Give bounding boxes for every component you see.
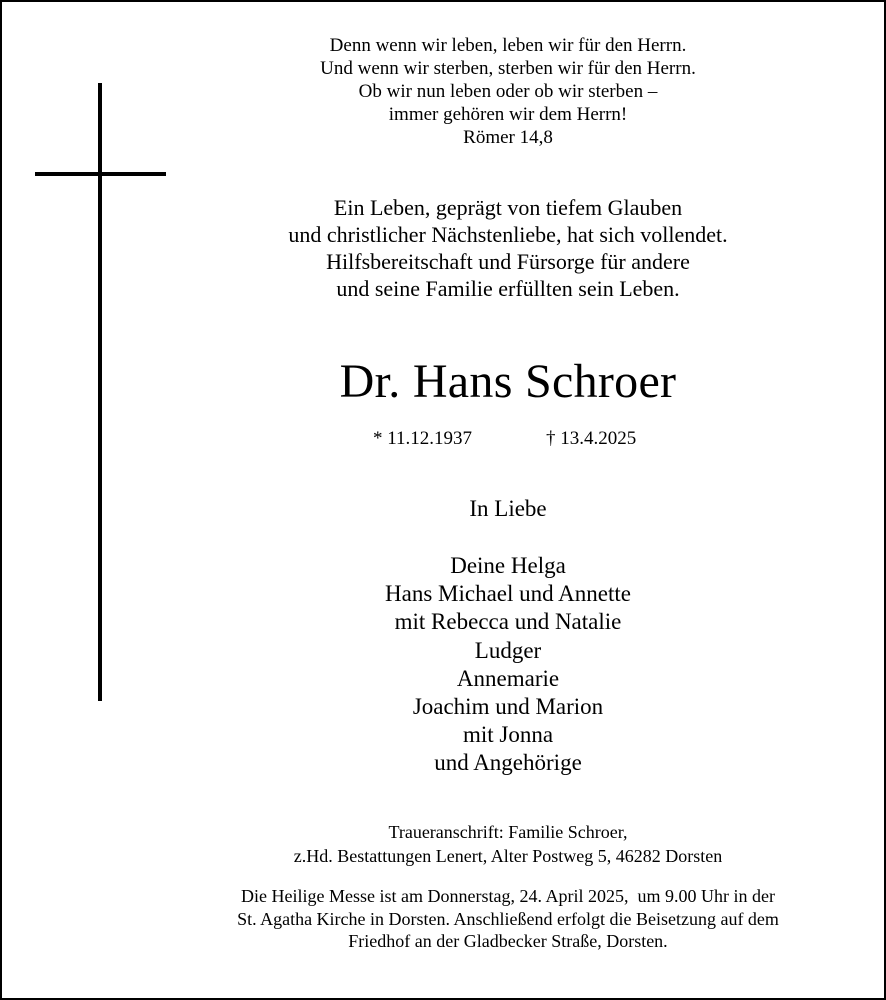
- mourner-line: Ludger: [474, 637, 542, 663]
- tribute-text: [132, 194, 884, 302]
- deceased-name: Dr. Hans Schroer: [339, 355, 677, 408]
- mourner-line: Annemarie: [456, 665, 560, 691]
- death-date: † 13.4.2025: [546, 428, 637, 449]
- address-line: z.Hd. Bestattungen Lenert, Alter Postweg 5, 46282 Dorsten: [293, 846, 723, 866]
- mourner-line: Deine Helga: [450, 553, 566, 578]
- mourner-line: Joachim und Marion: [412, 694, 604, 720]
- tribute-line: Hilfsbereitschaft und Fürsorge für andere: [326, 249, 690, 274]
- funeral-service-info: [132, 885, 884, 953]
- bible-verse: [132, 34, 884, 149]
- tribute-line: Ein Leben, geprägt von tiefem Glauben: [333, 195, 683, 220]
- mourners-list: [132, 552, 884, 778]
- verse-line: Denn wenn wir leben, leben wir für den Herrn.: [329, 35, 687, 56]
- life-dates: [132, 427, 884, 451]
- mourner-line: Hans Michael und Annette: [385, 581, 631, 607]
- service-line: St. Agatha Kirche in Dorsten. Anschließend erfolgt die Beisetzung auf dem: [237, 908, 779, 929]
- mourner-line: und Angehörige: [434, 750, 582, 776]
- verse-line: immer gehören wir dem Herrn!: [388, 104, 628, 125]
- service-line: Friedhof an der Gladbecker Straße, Dorsten.: [348, 931, 668, 951]
- address-line: Traueranschrift: Familie Schroer,: [388, 822, 628, 842]
- cross-horizontal-bar: [35, 172, 166, 176]
- tribute-line: und christlicher Nächstenliebe, hat sich vollendet.: [288, 222, 728, 247]
- verse-line: Ob wir nun leben oder ob wir sterben –: [358, 81, 658, 102]
- mourner-line: mit Jonna: [462, 722, 554, 748]
- tribute-line: und seine Familie erfüllten sein Leben.: [336, 276, 680, 301]
- verse-reference: Römer 14,8: [463, 127, 553, 148]
- verse-line: Und wenn wir sterben, sterben wir für den Herrn.: [320, 58, 696, 79]
- service-line: Die Heilige Messe ist am Donnerstag, 24. April 2025, um 9.00 Uhr in der: [241, 886, 775, 906]
- mourning-address: [132, 820, 884, 868]
- birth-date: * 11.12.1937: [373, 428, 473, 449]
- in-love-heading: In Liebe: [469, 496, 547, 521]
- mourner-line: mit Rebecca und Natalie: [394, 609, 622, 635]
